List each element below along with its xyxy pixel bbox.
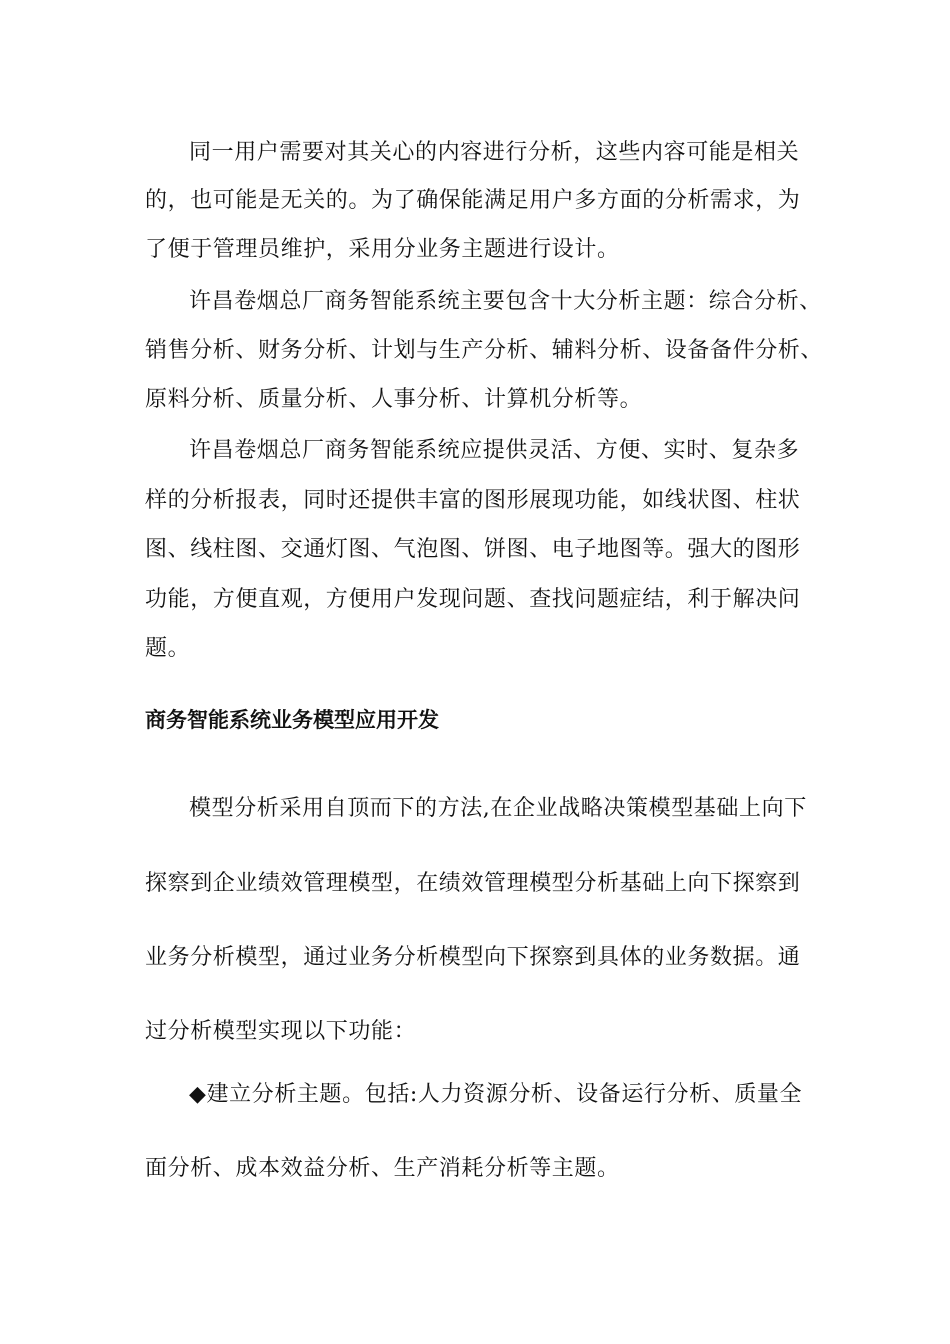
bullet-line: ◆建立分析主题。包括:人力资源分析、设备运行分析、质量全	[189, 1082, 803, 1107]
paragraph-line: 模型分析采用自顶而下的方法,在企业战略决策模型基础上向下	[189, 796, 807, 821]
paragraph-line: 图、线柱图、交通灯图、气泡图、饼图、电子地图等。强大的图形	[145, 537, 801, 562]
paragraph-line: 题。	[145, 636, 191, 661]
paragraph-line: 销售分析、财务分析、计划与生产分析、辅料分析、设备备件分析、	[145, 338, 824, 363]
paragraph-line: 同一用户需要对其关心的内容进行分析，这些内容可能是相关	[189, 140, 800, 165]
paragraph-line: 的，也可能是无关的。为了确保能满足用户多方面的分析需求，为	[145, 188, 801, 213]
paragraph-line: 业务分析模型，通过业务分析模型向下探察到具体的业务数据。通	[145, 945, 801, 970]
paragraph-line: 功能，方便直观，方便用户发现问题、查找问题症结，利于解决问	[145, 587, 801, 612]
bullet-line: 面分析、成本效益分析、生产消耗分析等主题。	[145, 1156, 620, 1181]
paragraph-line: 过分析模型实现以下功能：	[145, 1019, 417, 1044]
paragraph-line: 许昌卷烟总厂商务智能系统应提供灵活、方便、实时、复杂多	[189, 438, 800, 463]
paragraph-line: 探察到企业绩效管理模型，在绩效管理模型分析基础上向下探察到	[145, 871, 801, 896]
section-heading: 商务智能系统业务模型应用开发	[145, 708, 439, 732]
paragraph-line: 许昌卷烟总厂商务智能系统主要包含十大分析主题：综合分析、	[189, 289, 822, 314]
paragraph-line: 原料分析、质量分析、人事分析、计算机分析等。	[145, 387, 643, 412]
paragraph-line: 样的分析报表，同时还提供丰富的图形展现功能，如线状图、柱状	[145, 488, 801, 513]
paragraph-line: 了便于管理员维护，采用分业务主题进行设计。	[145, 237, 620, 262]
